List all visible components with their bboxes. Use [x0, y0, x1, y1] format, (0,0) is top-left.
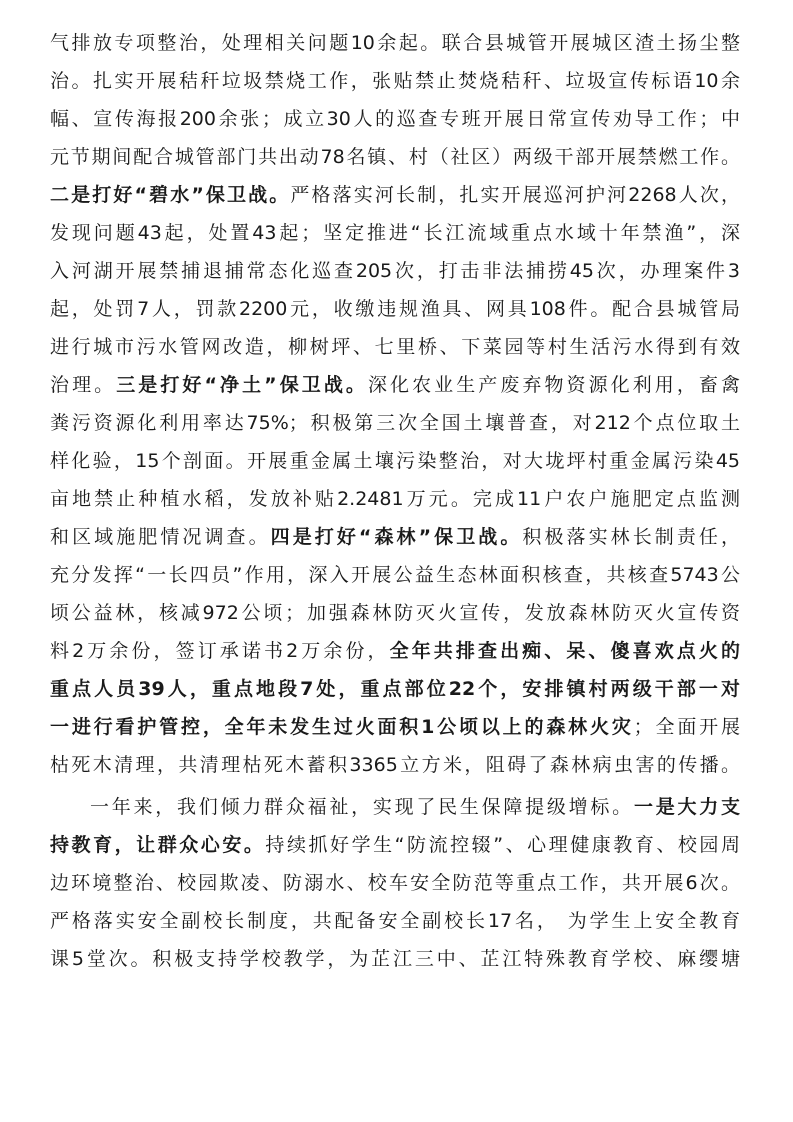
- text-line: 一年来，我们倾力群众福祉，实现了民生保障提级增标。一是大力支: [90, 796, 740, 818]
- text-line: 课5堂次。积极支持学校教学，为芷江三中、芷江特殊教育学校、麻缨塘: [50, 948, 740, 970]
- text-line: 持教育，让群众心安。持续抓好学生“防流控辍”、心理健康教育、校园周: [50, 834, 740, 856]
- emphasis-text: 全年共排查出痴、呆、傻喜欢点火的: [389, 640, 740, 662]
- text-line: [50, 672, 740, 706]
- section-heading: 三是打好“净土”保卫战。: [116, 374, 368, 396]
- text-line: 样化验，15个剖面。开展重金属土壤污染整治，对大垅坪村重金属污染45: [50, 450, 740, 472]
- text-line: 治理。三是打好“净土”保卫战。深化农业生产废弃物资源化利用，畜禽: [50, 374, 740, 396]
- text-line: 粪污资源化利用率达75%；积极第三次全国土壤普查，对212个点位取土: [50, 412, 740, 434]
- text-line: 二是打好“碧水”保卫战。严格落实河长制，扎实开展巡河护河2268人次，: [50, 184, 740, 206]
- text-line: 起，处罚7人，罚款2200元，收缴违规渔具、网具108件。配合县城管局: [50, 298, 740, 320]
- text-line: 边环境整治、校园欺凌、防溺水、校车安全防范等重点工作，共开展6次。: [50, 872, 740, 894]
- text-line: 幅、宣传海报200余张；成立30人的巡查专班开展日常宣传劝导工作；中: [50, 108, 740, 130]
- text-line: 枯死木清理，共清理枯死木蓄积3365立方米，阻碍了森林病虫害的传播。: [50, 754, 740, 776]
- text-line: 顷公益林，核减972公顷；加强森林防灭火宣传，发放森林防灭火宣传资: [50, 602, 740, 624]
- text-line: 一进行看护管控，全年未发生过火面积1公顷以上的森林火灾；全面开展: [50, 716, 740, 738]
- section-heading: 四是打好“森林”保卫战。: [270, 526, 523, 548]
- emphasis-text: 重点人员39人，重点地段7处，重点部位22个，安排镇村两级干部一对: [50, 678, 740, 700]
- text-line: 治。扎实开展秸秆垃圾禁烧工作，张贴禁止焚烧秸秆、垃圾宣传标语10余: [50, 70, 740, 92]
- text-line: 入河湖开展禁捕退捕常态化巡查205次，打击非法捕捞45次，办理案件3: [50, 260, 740, 282]
- text-line: 发现问题43起，处置43起；坚定推进“长江流域重点水域十年禁渔”，深: [50, 222, 740, 244]
- text-line: 严格落实安全副校长制度，共配备安全副校长17名， 为学生上安全教育: [50, 910, 740, 932]
- section-heading: 持教育，让群众心安。: [50, 834, 266, 856]
- text-line: 充分发挥“一长四员”作用，深入开展公益生态林面积核查，共核查5743公: [50, 564, 740, 586]
- text-line: 料2万余份，签订承诺书2万余份，全年共排查出痴、呆、傻喜欢点火的: [50, 640, 740, 662]
- text-line: 和区域施肥情况调查。四是打好“森林”保卫战。积极落实林长制责任，: [50, 526, 740, 548]
- section-heading: 一是大力支: [633, 796, 740, 818]
- text-line: 亩地禁止种植水稻，发放补贴2.2481万元。完成11户农户施肥定点监测: [50, 488, 740, 510]
- section-heading: 二是打好“碧水”保卫战。: [50, 184, 291, 206]
- text-line: 气排放专项整治，处理相关问题10余起。联合县城管开展城区渣土扬尘整: [50, 32, 740, 54]
- text-line: 进行城市污水管网改造，柳树坪、七里桥、下菜园等村生活污水得到有效: [50, 336, 740, 358]
- emphasis-text: 一进行看护管控，全年未发生过火面积1公顷以上的森林火灾: [50, 716, 634, 738]
- text-line: 元节期间配合城管部门共出动78名镇、村（社区）两级干部开展禁燃工作。: [50, 146, 740, 168]
